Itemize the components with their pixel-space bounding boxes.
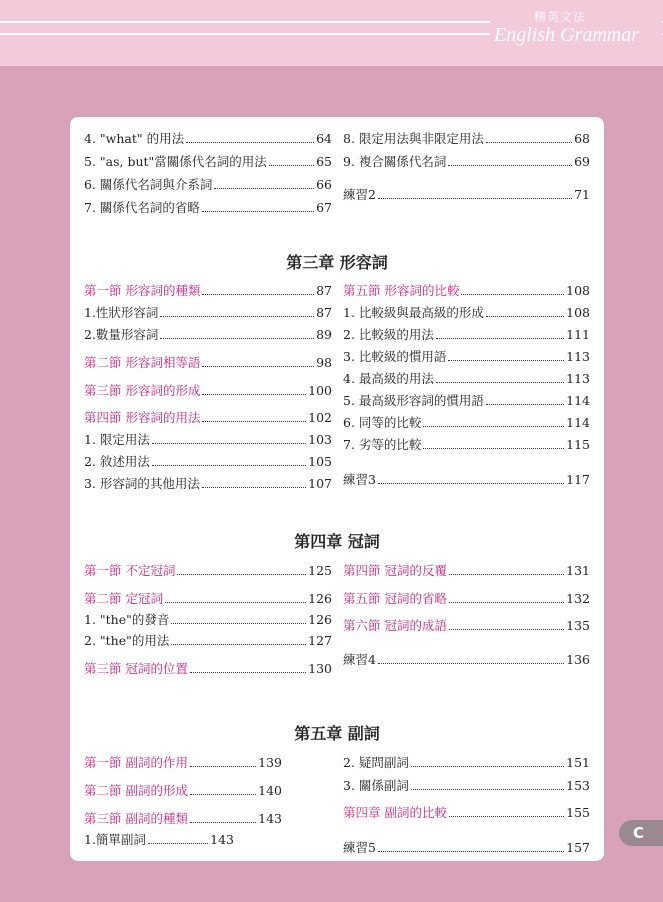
- dot-leader: [160, 316, 314, 317]
- page-number: 102: [308, 410, 332, 425]
- brand-chinese: 精英文法: [534, 10, 587, 24]
- dot-leader: [190, 822, 256, 823]
- entry-title: 練習5: [343, 840, 376, 855]
- toc-entry[interactable]: [343, 305, 590, 320]
- entry-title: 1.簡單副詞: [84, 832, 146, 847]
- toc-section-entry[interactable]: [343, 283, 590, 298]
- entry-title: 第三節 冠詞的位置: [84, 661, 188, 676]
- entry-title: 9. 複合關係代名詞: [343, 154, 447, 169]
- toc-section-entry[interactable]: [343, 563, 590, 578]
- dot-leader: [202, 394, 306, 395]
- toc-entry[interactable]: [84, 476, 332, 491]
- dot-leader: [152, 465, 306, 466]
- dot-leader: [411, 789, 564, 790]
- entry-title: 3. 形容詞的其他用法: [84, 476, 200, 491]
- chapter-title: 第四章 冠詞: [294, 532, 380, 551]
- toc-entry[interactable]: [343, 778, 590, 793]
- toc-entry[interactable]: [84, 177, 332, 192]
- dot-leader: [486, 316, 564, 317]
- page-number: 69: [574, 154, 590, 169]
- entry-title: 第一節 副詞的作用: [84, 755, 188, 770]
- page-number: 155: [566, 805, 590, 820]
- page-number: 111: [566, 327, 590, 342]
- page-number: 151: [566, 755, 590, 770]
- dot-leader: [436, 338, 564, 339]
- entry-title: 7. 關係代名詞的省略: [84, 200, 200, 215]
- entry-title: 2. "the"的用法: [84, 633, 170, 648]
- dot-leader: [165, 602, 306, 603]
- toc-card: [70, 117, 604, 861]
- dot-leader: [202, 294, 314, 295]
- entry-title: 第一節 形容詞的種類: [84, 283, 201, 298]
- page-number: 107: [308, 476, 332, 491]
- toc-column-right: [343, 563, 590, 667]
- toc-column-left: [84, 563, 332, 676]
- toc-entry[interactable]: [84, 327, 332, 342]
- page-number: 117: [566, 472, 590, 487]
- toc-section-entry[interactable]: [343, 805, 590, 820]
- chapter-title: 第三章 形容詞: [286, 253, 388, 272]
- toc-section-entry[interactable]: [84, 783, 282, 798]
- page-number: 68: [574, 131, 590, 146]
- toc-section-entry[interactable]: [84, 591, 332, 606]
- page-number: 114: [566, 393, 590, 408]
- page-number: 143: [210, 832, 234, 847]
- entry-title: 2. 疑問副詞: [343, 755, 409, 770]
- page-number: 143: [258, 811, 282, 826]
- dot-leader: [171, 623, 306, 624]
- entry-title: 1. 限定用法: [84, 432, 150, 447]
- dot-leader: [202, 421, 306, 422]
- dot-leader: [177, 574, 306, 575]
- entry-title: 1.性狀形容詞: [84, 305, 159, 320]
- entry-title: 1. 比較級與最高級的形成: [343, 305, 484, 320]
- entry-title: 2. 敘述用法: [84, 454, 150, 469]
- toc-entry[interactable]: [343, 437, 590, 452]
- toc-column-left: [84, 283, 332, 491]
- page-number: 130: [308, 661, 332, 676]
- entry-title: 第四節 冠詞的反覆: [343, 563, 447, 578]
- toc-section-entry[interactable]: [343, 618, 590, 633]
- chapter-title: 第五章 副詞: [294, 724, 380, 743]
- dot-leader: [378, 483, 564, 484]
- toc-section-entry[interactable]: [84, 661, 332, 676]
- entry-title: 第五節 冠詞的省略: [343, 591, 447, 606]
- toc-entry[interactable]: [84, 612, 332, 627]
- entry-title: 7. 劣等的比較: [343, 437, 422, 452]
- dot-leader: [449, 629, 564, 630]
- page-number: 132: [566, 591, 590, 606]
- entry-title: 6. 同等的比較: [343, 415, 422, 430]
- page-number: 125: [308, 563, 332, 578]
- page-number: 113: [566, 371, 590, 386]
- dot-leader: [378, 663, 564, 664]
- entry-title: 4. 最高級的用法: [343, 371, 434, 386]
- toc-entry[interactable]: [84, 305, 332, 320]
- page-number: 100: [308, 383, 332, 398]
- toc-section-entry[interactable]: [84, 811, 282, 826]
- toc-entry[interactable]: [84, 633, 332, 648]
- page-number: 87: [316, 305, 332, 320]
- page-number: 157: [566, 840, 590, 855]
- dot-leader: [152, 443, 306, 444]
- brand-english: English Grammar: [494, 24, 640, 46]
- dot-leader: [202, 487, 306, 488]
- dot-leader: [436, 382, 564, 383]
- entry-title: 3. 關係副詞: [343, 778, 409, 793]
- entry-title: 2.數量形容詞: [84, 327, 159, 342]
- entry-title: 3. 比較級的慣用語: [343, 349, 447, 364]
- entry-title: 1. "the"的發音: [84, 612, 170, 627]
- page-number: 113: [566, 349, 590, 364]
- entry-title: 第二節 副詞的形成: [84, 783, 188, 798]
- entry-title: 第三節 副詞的種類: [84, 811, 188, 826]
- dot-leader: [378, 851, 564, 852]
- page-number: 67: [316, 200, 332, 215]
- page-number: 115: [566, 437, 590, 452]
- toc-section-entry[interactable]: [84, 283, 332, 298]
- page-number: 105: [308, 454, 332, 469]
- dot-leader: [448, 360, 564, 361]
- page-number: 136: [566, 652, 590, 667]
- toc-entry[interactable]: [343, 349, 590, 364]
- entry-title: 練習4: [343, 652, 376, 667]
- page-number: 108: [566, 305, 590, 320]
- entry-title: 練習3: [343, 472, 376, 487]
- dot-leader: [486, 142, 572, 143]
- dot-leader: [486, 404, 564, 405]
- toc-section-entry[interactable]: [84, 563, 332, 578]
- toc-column-right: [343, 755, 590, 855]
- dot-leader: [449, 574, 564, 575]
- entry-title: 5. 最高級形容詞的慣用語: [343, 393, 484, 408]
- entry-title: 6. 關係代名詞與介系詞: [84, 177, 213, 192]
- entry-title: 5. "as, but"當關係代名詞的用法: [84, 154, 267, 169]
- dot-leader: [449, 816, 564, 817]
- dot-leader: [423, 448, 564, 449]
- page-number: 87: [316, 283, 332, 298]
- page-number: 103: [308, 432, 332, 447]
- dot-leader: [461, 294, 564, 295]
- dot-leader: [202, 366, 314, 367]
- page-number: 64: [316, 131, 332, 146]
- toc-entry[interactable]: [84, 154, 332, 169]
- chapter-side-tab: C: [619, 820, 663, 846]
- page-number: 139: [258, 755, 282, 770]
- toc-entry[interactable]: [343, 415, 590, 430]
- dot-leader: [190, 766, 256, 767]
- entry-title: 8. 限定用法與非限定用法: [343, 131, 484, 146]
- toc-column-right: [343, 131, 590, 202]
- toc-section-entry[interactable]: [84, 410, 332, 425]
- entry-title: 第三節 形容詞的形成: [84, 383, 201, 398]
- page-number: 126: [308, 591, 332, 606]
- toc-entry[interactable]: [343, 371, 590, 386]
- toc-column-left: [84, 131, 332, 215]
- page-number: 114: [566, 415, 590, 430]
- page-number: 89: [316, 327, 332, 342]
- toc-entry[interactable]: [84, 131, 332, 146]
- toc-section-entry[interactable]: [84, 355, 332, 370]
- entry-title: 第五節 形容詞的比較: [343, 283, 460, 298]
- toc-section-entry[interactable]: [343, 591, 590, 606]
- page-number: 71: [574, 187, 590, 202]
- dot-leader: [202, 211, 314, 212]
- dot-leader: [269, 165, 314, 166]
- dot-leader: [190, 794, 256, 795]
- toc-column-right: [343, 283, 590, 487]
- page-number: 66: [316, 177, 332, 192]
- page-number: 65: [316, 154, 332, 169]
- dot-leader: [190, 672, 306, 673]
- dot-leader: [411, 766, 564, 767]
- entry-title: 2. 比較級的用法: [343, 327, 434, 342]
- toc-entry[interactable]: [343, 187, 590, 202]
- brand-logo: [490, 2, 662, 64]
- toc-entry[interactable]: [84, 432, 332, 447]
- toc-section-entry[interactable]: [84, 383, 332, 398]
- dot-leader: [214, 188, 314, 189]
- entry-title: 第二節 定冠詞: [84, 591, 163, 606]
- page-number: 153: [566, 778, 590, 793]
- dot-leader: [171, 644, 306, 645]
- dot-leader: [148, 843, 208, 844]
- dot-leader: [448, 165, 572, 166]
- entry-title: 第六節 冠詞的成語: [343, 618, 447, 633]
- dot-leader: [186, 142, 314, 143]
- toc-entry[interactable]: [343, 393, 590, 408]
- dot-leader: [449, 602, 564, 603]
- toc-entry[interactable]: [343, 755, 590, 770]
- toc-section-entry[interactable]: [84, 755, 282, 770]
- entry-title: 第四節 形容詞的用法: [84, 410, 201, 425]
- page-number: 126: [308, 612, 332, 627]
- page-number: 108: [566, 283, 590, 298]
- dot-leader: [378, 198, 572, 199]
- page-header: [0, 0, 663, 66]
- page-number: 98: [316, 355, 332, 370]
- toc-entry[interactable]: [343, 154, 590, 169]
- toc-column-left: [84, 755, 282, 847]
- page-number: 127: [308, 633, 332, 648]
- entry-title: 第一節 不定冠詞: [84, 563, 176, 578]
- toc-entry[interactable]: [343, 652, 590, 667]
- entry-title: 第四章 副詞的比較: [343, 805, 447, 820]
- page-number: 135: [566, 618, 590, 633]
- toc-entry[interactable]: [343, 131, 590, 146]
- entry-title: 4. "what" 的用法: [84, 131, 185, 146]
- page-number: 131: [566, 563, 590, 578]
- toc-entry[interactable]: [343, 472, 590, 487]
- dot-leader: [160, 338, 314, 339]
- toc-entry[interactable]: [84, 454, 332, 469]
- toc-entry[interactable]: [84, 200, 332, 215]
- entry-title: 練習2: [343, 187, 376, 202]
- entry-title: 第二節 形容詞相等語: [84, 355, 201, 370]
- page-number: 140: [258, 783, 282, 798]
- toc-entry[interactable]: [84, 832, 234, 847]
- toc-entry[interactable]: [343, 327, 590, 342]
- dot-leader: [423, 426, 564, 427]
- toc-entry[interactable]: [343, 840, 590, 855]
